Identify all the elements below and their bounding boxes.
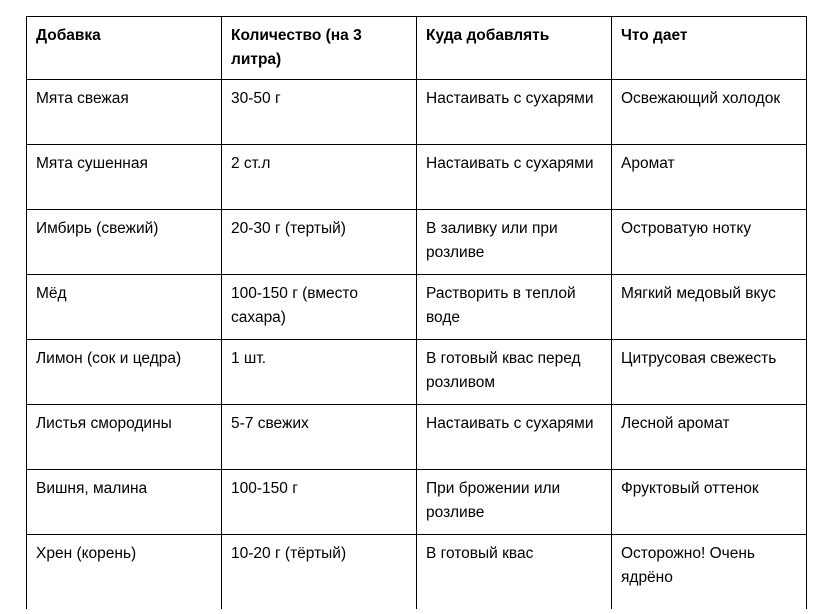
cell-effect: Островатую нотку bbox=[612, 210, 807, 275]
header-additive: Добавка bbox=[27, 17, 222, 80]
additives-table-container bbox=[26, 16, 807, 609]
cell-where-to-add: Растворить в теплой воде bbox=[417, 275, 612, 340]
cell-quantity: 100-150 г bbox=[222, 470, 417, 535]
cell-additive: Мята сушенная bbox=[27, 145, 222, 210]
header-quantity: Количество (на 3 литра) bbox=[222, 17, 417, 80]
cell-quantity: 30-50 г bbox=[222, 80, 417, 145]
cell-effect: Осторожно! Очень ядрёно bbox=[612, 535, 807, 609]
cell-additive: Имбирь (свежий) bbox=[27, 210, 222, 275]
cell-where-to-add: Настаивать с сухарями bbox=[417, 80, 612, 145]
table-row bbox=[27, 340, 807, 405]
cell-where-to-add: Настаивать с сухарями bbox=[417, 145, 612, 210]
cell-where-to-add: Настаивать с сухарями bbox=[417, 405, 612, 470]
cell-effect: Фруктовый оттенок bbox=[612, 470, 807, 535]
cell-where-to-add: В заливку или при розливе bbox=[417, 210, 612, 275]
header-where-to-add: Куда добавлять bbox=[417, 17, 612, 80]
header-effect: Что дает bbox=[612, 17, 807, 80]
cell-effect: Освежающий холодок bbox=[612, 80, 807, 145]
cell-effect: Лесной аромат bbox=[612, 405, 807, 470]
cell-effect: Цитрусовая свежесть bbox=[612, 340, 807, 405]
cell-where-to-add: При брожении или розливе bbox=[417, 470, 612, 535]
table-row bbox=[27, 470, 807, 535]
cell-additive: Вишня, малина bbox=[27, 470, 222, 535]
table-row bbox=[27, 275, 807, 340]
table-row bbox=[27, 535, 807, 609]
cell-quantity: 10-20 г (тёртый) bbox=[222, 535, 417, 609]
cell-where-to-add: В готовый квас перед розливом bbox=[417, 340, 612, 405]
cell-additive: Лимон (сок и цедра) bbox=[27, 340, 222, 405]
cell-quantity: 2 ст.л bbox=[222, 145, 417, 210]
cell-quantity: 5-7 свежих bbox=[222, 405, 417, 470]
table-row bbox=[27, 210, 807, 275]
table-row bbox=[27, 80, 807, 145]
table-row bbox=[27, 145, 807, 210]
cell-quantity: 100-150 г (вместо сахара) bbox=[222, 275, 417, 340]
cell-where-to-add: В готовый квас bbox=[417, 535, 612, 609]
cell-quantity: 1 шт. bbox=[222, 340, 417, 405]
additives-table bbox=[26, 16, 807, 609]
cell-additive: Листья смородины bbox=[27, 405, 222, 470]
cell-additive: Мёд bbox=[27, 275, 222, 340]
table-row bbox=[27, 405, 807, 470]
table-header-row bbox=[27, 17, 807, 80]
cell-quantity: 20-30 г (тертый) bbox=[222, 210, 417, 275]
cell-additive: Мята свежая bbox=[27, 80, 222, 145]
cell-additive: Хрен (корень) bbox=[27, 535, 222, 609]
cell-effect: Аромат bbox=[612, 145, 807, 210]
cell-effect: Мягкий медовый вкус bbox=[612, 275, 807, 340]
